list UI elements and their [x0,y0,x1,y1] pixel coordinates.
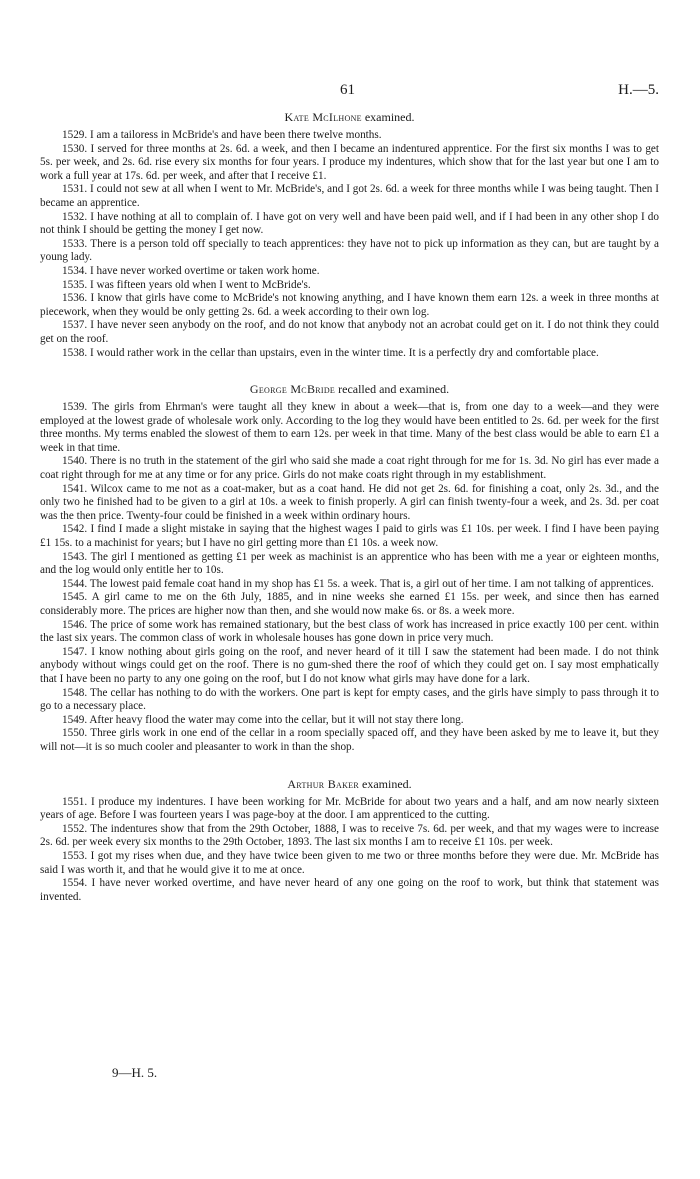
paragraph: 1544. The lowest paid female coat hand in my shop has £1 5s. a week. That is, a girl out of her time. I am not talking of apprentices. [62,577,654,590]
witness-name: Kate McIlhone [284,110,362,124]
paragraph: 1553. I got my rises when due, and they have twice been given to me two or three months before they were due. Mr. McBride has said I was worth it, and that he would give it to me at once. [40,849,659,876]
section-heading [40,382,659,397]
paragraph: 1537. I have never seen anybody on the roof, and do not know that anybody not an acrobat could get on it. I do not think they could get on the roof. [40,319,659,345]
paragraph: 1540. There is no truth in the statement of the girl who said she made a coat right through for me for 1s. 3d. No girl has ever made a coat right through for me at any time or for any price. Girls do not make coats right through in my establishment. [40,455,659,482]
section-heading [40,110,659,125]
paragraph: 1549. After heavy flood the water may come into the cellar, but it will not stay there long. [62,713,464,726]
paragraph: 1534. I have never worked overtime or taken work home. [62,264,320,277]
document-code: H.—5. [618,82,659,98]
witness-name: George McBride [249,382,336,397]
paragraph: 1536. I know that girls have come to McBride's not knowing anything, and I have known them earn 12s. a week in three months at piecework, when they would be only getting 2s. 6d. a week according to their own log. [40,292,659,318]
section-gap [40,360,659,382]
paragraph: 1545. A girl came to me on the 6th July, 1885, and in nine weeks she earned £1 15s. per week, and since then has earned considerably more. The prices are higher now than then, and she would now make 6s. or 8s. a week more. [40,591,659,617]
signature-mark: 9—H. 5. [112,1065,158,1080]
paragraph: 1532. I have nothing at all to complain of. I have got on very well and have been paid well, and if I had been in any other shop I do not think I should be getting the money I get now. [40,210,659,237]
paragraph: 1530. I served for three months at 2s. 6d. a week, and then I became an indentured apprentice. For the first six months I was to get 5s. per week, and 2s. 6d. rise every six months for four years. I produce my indentures, which show that for the last year but one I am to work a full year at 17s. 6d. per week, and after that I receive £1. [40,142,659,182]
paragraph: 1551. I produce my indentures. I have been working for Mr. McBride for about two years and a half, and am now nearly sixteen years of age. Before I was fourteen years I was page-boy at the door. I am apprenticed to the cutting. [40,795,659,822]
paragraph: 1543. The girl I mentioned as getting £1 per week as machinist is an apprentice who has been with me a year or eighteen months, and the log would only entitle her to 10s. [40,550,659,577]
paragraph: 1538. I would rather work in the cellar than upstairs, even in the winter time. It is a perfectly dry and comfortable place. [62,346,599,359]
section-heading [40,777,659,792]
paragraph: 1531. I could not sew at all when I went to Mr. McBride's, and I got 2s. 6d. a week for three months while I was being taught. Then I became an apprentice. [40,183,659,209]
paragraph: 1547. I know nothing about girls going on the roof, and never heard of it till I saw the statement had been made. I do not think anybody without wings could get on the roof. There is no gum-shed there the roof of which they could get on. I say most emphatically that I have been no party to any one going on the roof, but I do not know what girls may have done for a lark. [40,645,659,685]
heading-suffix: examined. [359,776,412,791]
paragraph: 1541. Wilcox came to me not as a coat-maker, but as a coat hand. He did not get 2s. 6d. for finishing a coat, only 2s. 3d., and the only two he finished had to be given to a girl at 10s. a week to finish properly. A girl can finish twenty-four a week, and 2s. 3d. per coat was the then price. Twenty-four could be finished in a week within ordinary hours. [40,482,659,522]
witness-name: Arthur Baker [287,776,360,791]
paragraph: 1529. I am a tailoress in McBride's and have been there twelve months. [62,129,382,141]
paragraph: 1554. I have never worked overtime, and have never heard of any one going on the roof to work, but think that statement was invented. [40,877,659,903]
heading-suffix: examined. [361,110,415,124]
paragraph: 1542. I find I made a slight mistake in saying that the highest wages I paid to girls was £1 10s. per week. I find I have been paying £1 15s. to a machinist for years; but I have no girl getting more than £1 10s. a week now. [40,523,659,550]
paragraph: 1552. The indentures show that from the 29th October, 1888, I was to receive 7s. 6d. per week, and that my wages were to increase 2s. 6d. per week every six months to the 29th October, 1893. The last six months I am to receive £1 10s. per week. [40,822,659,849]
paragraph: 1548. The cellar has nothing to do with the workers. One part is kept for empty cases, and the girls have simply to pass through it to go to a necessary place. [40,686,659,713]
section-gap [40,755,659,777]
paragraph: 1539. The girls from Ehrman's were taught all they knew in about a week—that is, from one day to a week—and they were employed at the lowest grade of wholesale work only. According to the log they would have been entitled to 2s. 6d. per week for the first three months. My terms enabled the slowest of them to earn 12s. per week in that time. Many of the best class would be able to earn £1 a week in that time. [40,401,659,454]
paragraph: 1546. The price of some work has remained stationary, but the best class of work has increased in price exactly 100 per cent. within the last six years. The common class of work in wholesale houses has gone down in price very much. [40,618,659,645]
heading-suffix: recalled and examined. [335,382,450,397]
paragraph: 1533. There is a person told off specially to teach apprentices: they have not to pick up information as they can, but are taught by a young lady. [40,237,659,264]
paragraph: 1550. Three girls work in one end of the cellar in a room specially spaced off, and they have been asked by me to leave it, but they will not—it is so much cooler and pleasanter to work in than the shop. [40,727,659,753]
page-number: 61 [340,82,355,98]
document-body [40,110,659,904]
paragraph: 1535. I was fifteen years old when I went to McBride's. [62,278,311,291]
